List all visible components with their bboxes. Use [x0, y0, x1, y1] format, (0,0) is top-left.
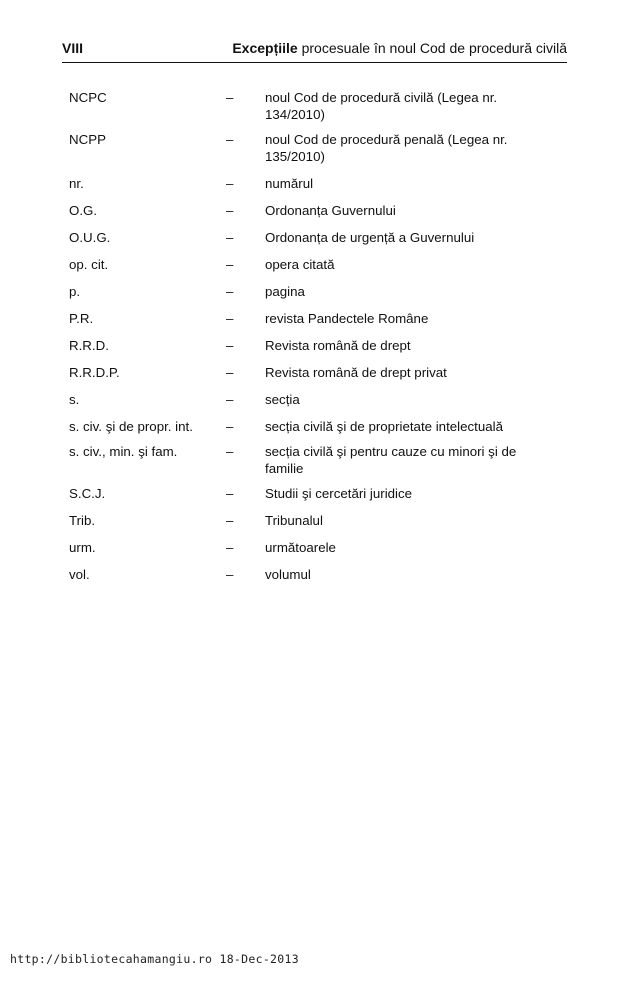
abbreviation-row [69, 337, 549, 354]
abbreviation-dash: – [226, 540, 234, 555]
abbreviation-row [69, 485, 549, 502]
abbreviation-definition: secția civilă şi de proprietate intelectuală [265, 419, 503, 434]
running-title [232, 40, 567, 56]
abbreviation-definition: numărul [265, 176, 314, 191]
abbreviation-definition: următoarele [265, 540, 336, 555]
source-watermark: http://bibliotecahamangiu.ro 18-Dec-2013 [10, 952, 299, 966]
running-title-rest: procesuale în noul Cod de procedură civilă [297, 40, 567, 56]
abbreviation-definition: noul Cod de procedură penală (Legea nr. 135/2010) [265, 132, 508, 164]
abbreviation-definition: volumul [265, 567, 311, 582]
abbreviation-dash: – [226, 284, 234, 299]
abbreviation-definition: Ordonanța de urgență a Guvernului [265, 230, 475, 245]
abbreviation-term: vol. [69, 567, 90, 582]
abbreviation-term: s. civ., min. şi fam. [69, 444, 178, 459]
abbreviation-dash: – [226, 132, 234, 147]
abbreviation-term: O.U.G. [69, 230, 111, 245]
abbreviation-dash: – [226, 176, 234, 191]
abbreviation-row [69, 283, 549, 300]
abbreviation-dash: – [226, 230, 234, 245]
abbreviation-term: urm. [69, 540, 96, 555]
abbreviation-dash: – [226, 486, 234, 501]
abbreviation-term: p. [69, 284, 81, 299]
abbreviation-term: NCPP [69, 132, 106, 147]
abbreviation-term: O.G. [69, 203, 98, 218]
abbreviation-definition: Revista română de drept privat [265, 365, 447, 380]
abbreviation-term: NCPC [69, 90, 107, 105]
abbreviation-dash: – [226, 311, 234, 326]
abbreviation-definition: Studii şi cercetări juridice [265, 486, 413, 501]
abbreviation-definition: revista Pandectele Române [265, 311, 429, 326]
abbreviation-dash: – [226, 392, 234, 407]
abbreviation-dash: – [226, 419, 234, 434]
abbreviation-row [69, 229, 549, 246]
abbreviation-definition: pagina [265, 284, 305, 299]
abbreviation-term: s. [69, 392, 80, 407]
abbreviation-row [69, 175, 549, 192]
abbreviation-row [69, 391, 549, 408]
abbreviation-row [69, 566, 549, 583]
abbreviation-dash: – [226, 203, 234, 218]
abbreviation-definition: Revista română de drept [265, 338, 411, 353]
abbreviation-definition: opera citată [265, 257, 335, 272]
abbreviation-row [69, 202, 549, 219]
abbreviation-definition: noul Cod de procedură civilă (Legea nr. 134/2010) [265, 90, 498, 122]
abbreviation-row [69, 89, 549, 123]
abbreviation-dash: – [226, 513, 234, 528]
abbreviation-dash: – [226, 257, 234, 272]
abbreviation-dash: – [226, 365, 234, 380]
abbreviation-term: nr. [69, 176, 84, 191]
abbreviation-term: s. civ. şi de propr. int. [69, 419, 193, 434]
abbreviation-dash: – [226, 338, 234, 353]
abbreviation-dash: – [226, 90, 234, 105]
abbreviation-list [69, 89, 549, 593]
abbreviation-row [69, 539, 549, 556]
abbreviation-term: S.C.J. [69, 486, 106, 501]
abbreviation-row [69, 310, 549, 327]
page-number: VIII [62, 40, 84, 56]
abbreviation-row [69, 256, 549, 273]
abbreviation-dash: – [226, 567, 234, 582]
abbreviation-term: R.R.D. [69, 338, 109, 353]
abbreviation-definition: secția [265, 392, 300, 407]
abbreviation-term: R.R.D.P. [69, 365, 120, 380]
abbreviation-row [69, 512, 549, 529]
abbreviation-term: Trib. [69, 513, 96, 528]
abbreviation-row [69, 131, 549, 165]
abbreviation-definition: secția civilă şi pentru cauze cu minori şi de familie [265, 444, 517, 476]
abbreviation-term: P.R. [69, 311, 94, 326]
abbreviation-definition: Ordonanța Guvernului [265, 203, 396, 218]
abbreviation-definition: Tribunalul [265, 513, 323, 528]
abbreviation-row [69, 443, 549, 477]
abbreviation-row [69, 418, 549, 435]
abbreviation-row [69, 364, 549, 381]
abbreviation-term: op. cit. [69, 257, 109, 272]
running-title-bold: Excepțiile [232, 40, 298, 56]
abbreviation-dash: – [226, 444, 234, 459]
page-header [62, 38, 567, 63]
